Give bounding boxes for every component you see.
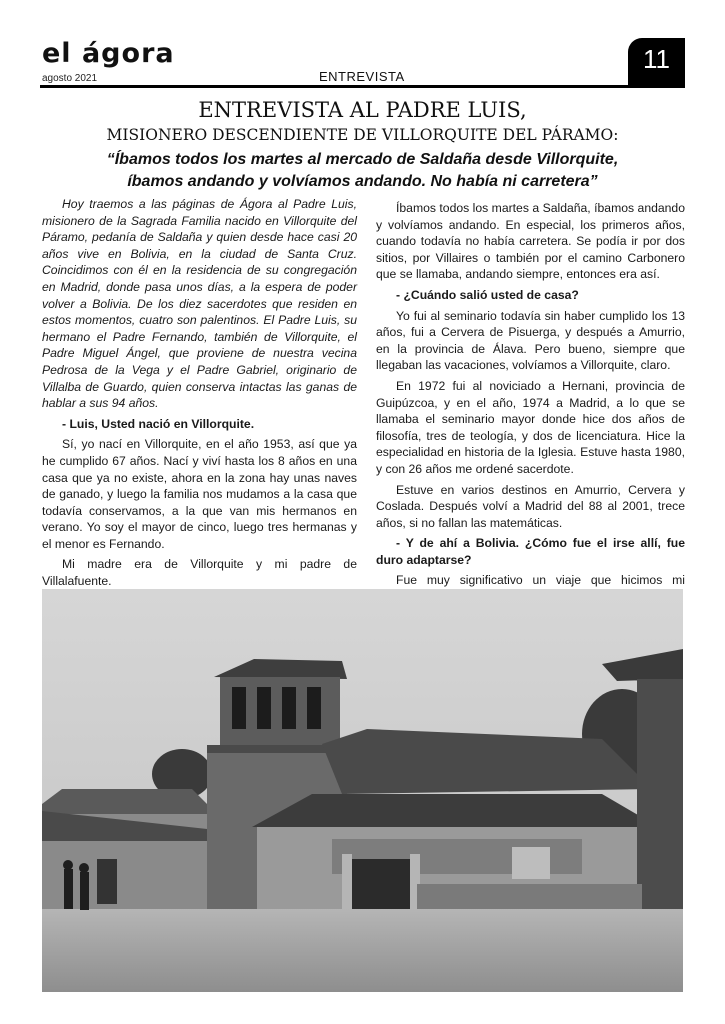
article-subtitle: MISIONERO DESCENDIENTE DE VILLORQUITE DEL PÁRAMO: — [106, 126, 619, 144]
header-rule — [40, 85, 685, 88]
answer-paragraph: Fue muy significativo un viaje que hicimos mi — [396, 573, 685, 588]
question: - Y de ahí a Bolivia. ¿Cómo fue el irse allí, fue duro adaptarse? — [376, 536, 685, 567]
article-pull-quote — [60, 149, 665, 193]
magazine-logo: el ágora — [42, 38, 175, 69]
answer-paragraph: Íbamos todos los martes a Saldaña, íbamos andando y volvíamos andando. En especial, los primeros años, cuando todavía no había carretera. Se podía ir por dos sitios, por Villaires o también por el camino Carbonero que se llamaba, andando siempre, entonces era así. — [376, 201, 685, 282]
question: - ¿Cuándo salió usted de casa? — [396, 287, 579, 302]
ground — [42, 909, 683, 992]
issue-date: agosto 2021 — [42, 73, 98, 84]
church-photo — [42, 589, 683, 992]
intro-paragraph: Hoy traemos a las páginas de Ágora al Padre Luis, misionero de la Sagrada Familia nacido en Villorquite del Páramo, pedanía de Saldaña y quien desde hace casi 20 años vive en Bolivia, en la ciudad de Santa Cruz. Coincidimos con él en la residencia de su congregación en Madrid, donde pasa unos días, a la espera de poder volver a Bolivia. De los diez sacerdotes que residen en estos momentos, cuatro son palentinos. El Padre Luis, su hermano el Padre Fernando, también de Villorquite, el Padre Miguel Ángel, que proviene de nuestra vecina Pedrosa de la Vega y el Padre Gabriel, originario de Villalba de Guardo, quien conserva intactas las ganas de hablar a sus 94 años. — [42, 197, 357, 411]
question: - Luis, Usted nació en Villorquite. — [62, 416, 255, 431]
pull-quote-line-1: “Íbamos todos los martes al mercado de Saldaña desde Villorquite, — [106, 151, 619, 168]
section-label: ENTREVISTA — [319, 69, 405, 84]
answer-paragraph: Yo fui al seminario todavía sin haber cumplido los 13 años, fui a Cervera de Pisuerga, y después a Amurrio, en la provincia de Álava. Pero bueno, siempre que llegaban las vacaciones, volvíamos a Villorquite, claro. — [376, 308, 685, 373]
answer-paragraph: Estuve en varios destinos en Amurrio, Cervera y Coslada. Después volví a Madrid del 88 al 2001, trece años, si no fallan las matemáticas. — [376, 482, 685, 530]
right-column — [376, 200, 685, 610]
answer-paragraph: Sí, yo nací en Villorquite, en el año 1953, así que ya he cumplido 67 años. Nací y viví hasta los 8 años en una casa que ya no existe, ahora en la zona hay unas naves de ganado, y luego la familia nos mudamos a la casa que todavía conservamos, a la que van mis hermanos en verano. Yo soy el mayor de cinco, luego tres hermanas y el menor es Fernando. — [42, 437, 357, 551]
church-illustration — [42, 589, 683, 992]
page-number: 11 — [628, 38, 685, 86]
article-title: ENTREVISTA AL PADRE LUIS, — [198, 98, 527, 122]
answer-paragraph: Mi madre era de Villorquite y mi padre de Villalafuente. — [42, 557, 357, 589]
left-column — [42, 196, 357, 614]
pull-quote-line-2: íbamos andando y volvíamos andando. No había ni carretera” — [127, 173, 598, 190]
answer-paragraph: En 1972 fui al noviciado a Hernani, provincia de Guipúzcoa, y en el año, 1974 a Madrid, a lo que se llamaba el seminario mayor donde hice dos años de filosofía, tres de teología, y dos de licenciatura. Hice la especialidad en historia de la Iglesia. Estuve hasta 1980, y con 26 años me ordené sacerdote. — [376, 378, 685, 476]
